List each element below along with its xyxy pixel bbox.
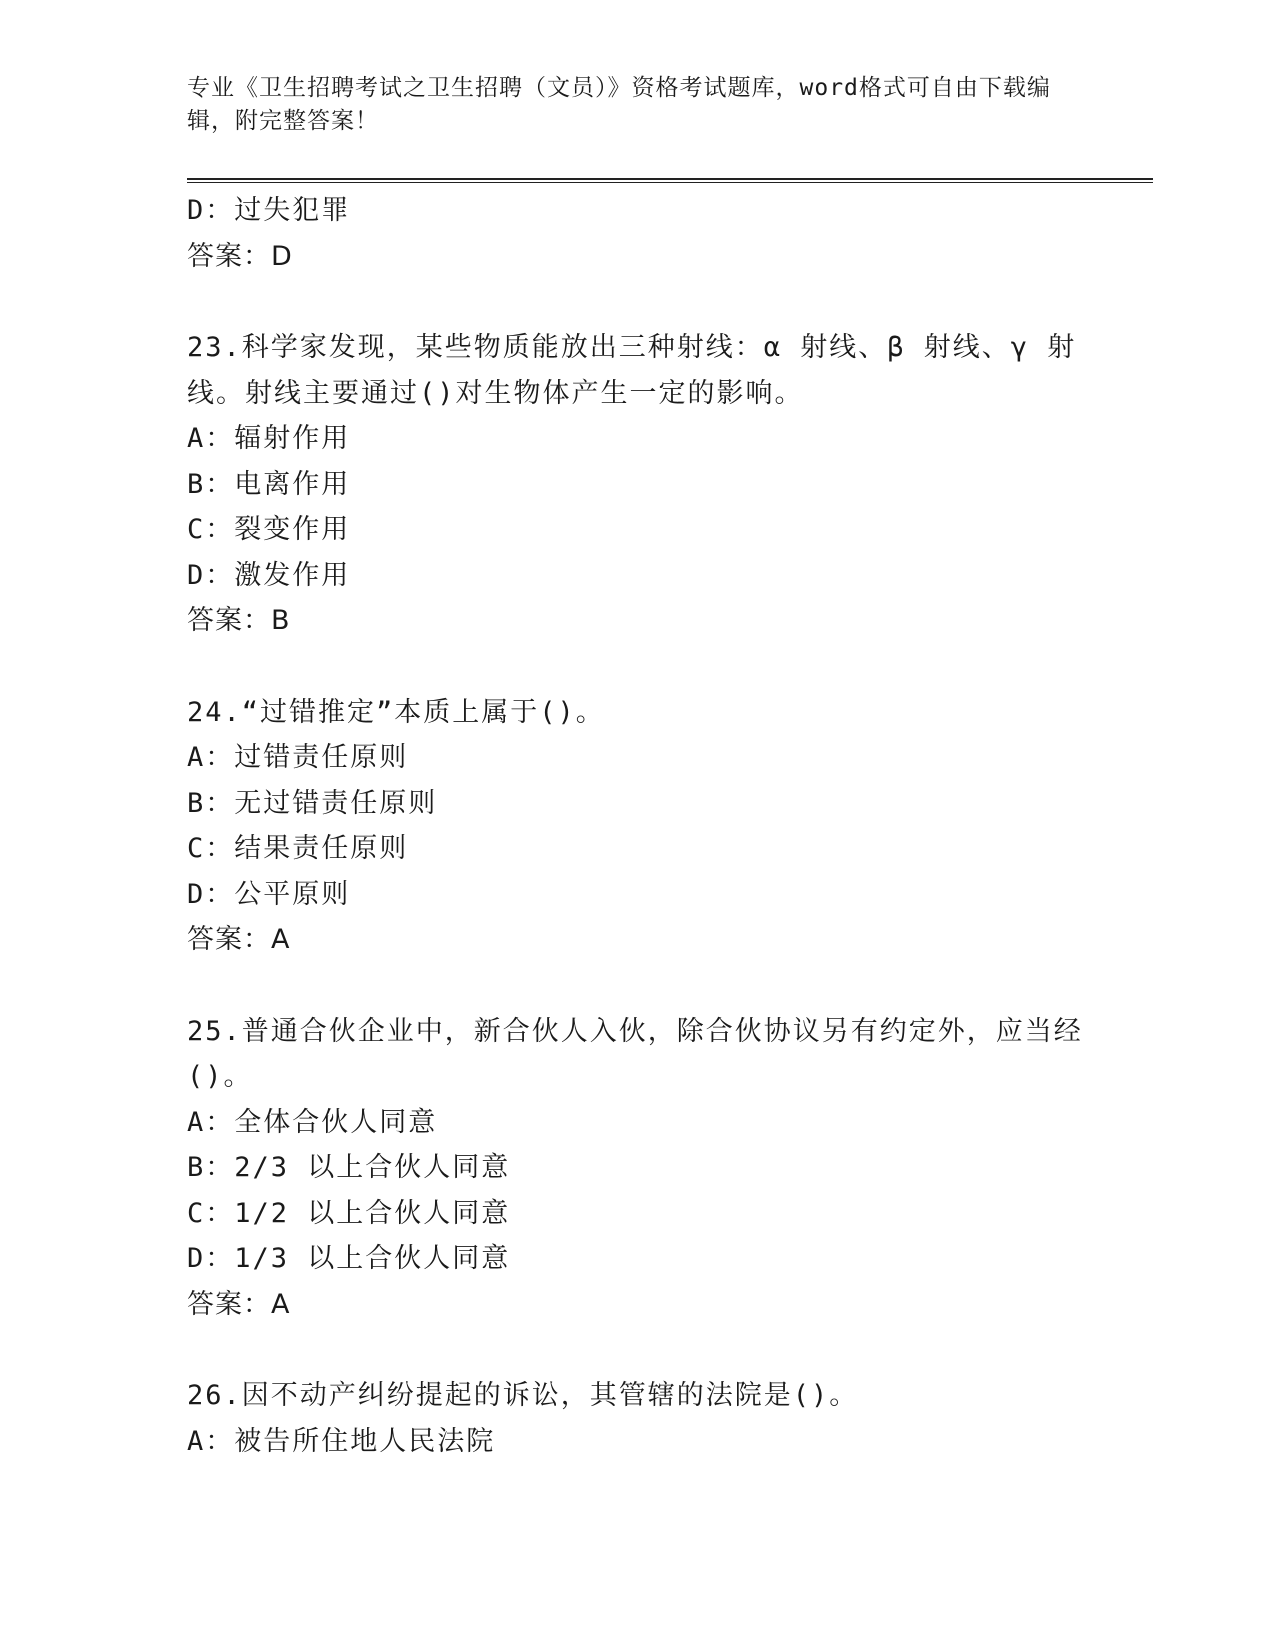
option-a: A：过错责任原则 bbox=[187, 742, 409, 773]
question-stem-line: ()。 bbox=[187, 1061, 253, 1092]
spacer bbox=[187, 963, 1087, 1009]
option-b: B：无过错责任原则 bbox=[187, 787, 438, 819]
question-stem-line: 线。射线主要通过()对生物体产生一定的影响。 bbox=[187, 377, 804, 409]
answer-line: 答案：D bbox=[187, 240, 293, 272]
question-stem-line: 25.普通合伙企业中，新合伙人入伙，除合伙协议另有约定外，应当经 bbox=[187, 1015, 1083, 1047]
option-a: A：被告所住地人民法院 bbox=[187, 1425, 496, 1457]
answer-line: 答案：B bbox=[187, 605, 291, 636]
option-c: C：裂变作用 bbox=[187, 514, 351, 545]
question-stem-line: 24.“过错推定”本质上属于()。 bbox=[187, 696, 605, 728]
option-a: A：辐射作用 bbox=[187, 423, 351, 454]
spacer bbox=[187, 1327, 1087, 1373]
option-a: A：全体合伙人同意 bbox=[187, 1106, 438, 1138]
header-text: 专业《卫生招聘考试之卫生招聘（文员）》资格考试题库，word格式可自由下载编辑，附完整答案！ bbox=[187, 75, 1051, 134]
question-24 bbox=[187, 690, 1087, 963]
answer-line: 答案：A bbox=[187, 1288, 291, 1320]
document-header bbox=[187, 72, 1087, 138]
question-23 bbox=[187, 325, 1087, 644]
option-b: B：2/3 以上合伙人同意 bbox=[187, 1152, 511, 1183]
question-25 bbox=[187, 1009, 1087, 1328]
option-c: C：结果责任原则 bbox=[187, 833, 409, 864]
question-26 bbox=[187, 1373, 1087, 1464]
option-b: B：电离作用 bbox=[187, 468, 351, 500]
question-stem-line: 23.科学家发现，某些物质能放出三种射线：α 射线、β 射线、γ 射 bbox=[187, 332, 1077, 363]
option-d: D：激发作用 bbox=[187, 559, 351, 591]
option-d: D：过失犯罪 bbox=[187, 195, 351, 226]
spacer bbox=[187, 644, 1087, 690]
question-stem-line: 26.因不动产纠纷提起的诉讼，其管辖的法院是()。 bbox=[187, 1380, 859, 1411]
option-d: D：公平原则 bbox=[187, 878, 351, 910]
spacer bbox=[187, 279, 1087, 325]
option-d: D：1/3 以上合伙人同意 bbox=[187, 1243, 511, 1274]
question-list bbox=[187, 188, 1087, 1464]
header-divider bbox=[187, 178, 1153, 183]
answer-line: 答案：A bbox=[187, 924, 291, 955]
option-c: C：1/2 以上合伙人同意 bbox=[187, 1197, 511, 1229]
